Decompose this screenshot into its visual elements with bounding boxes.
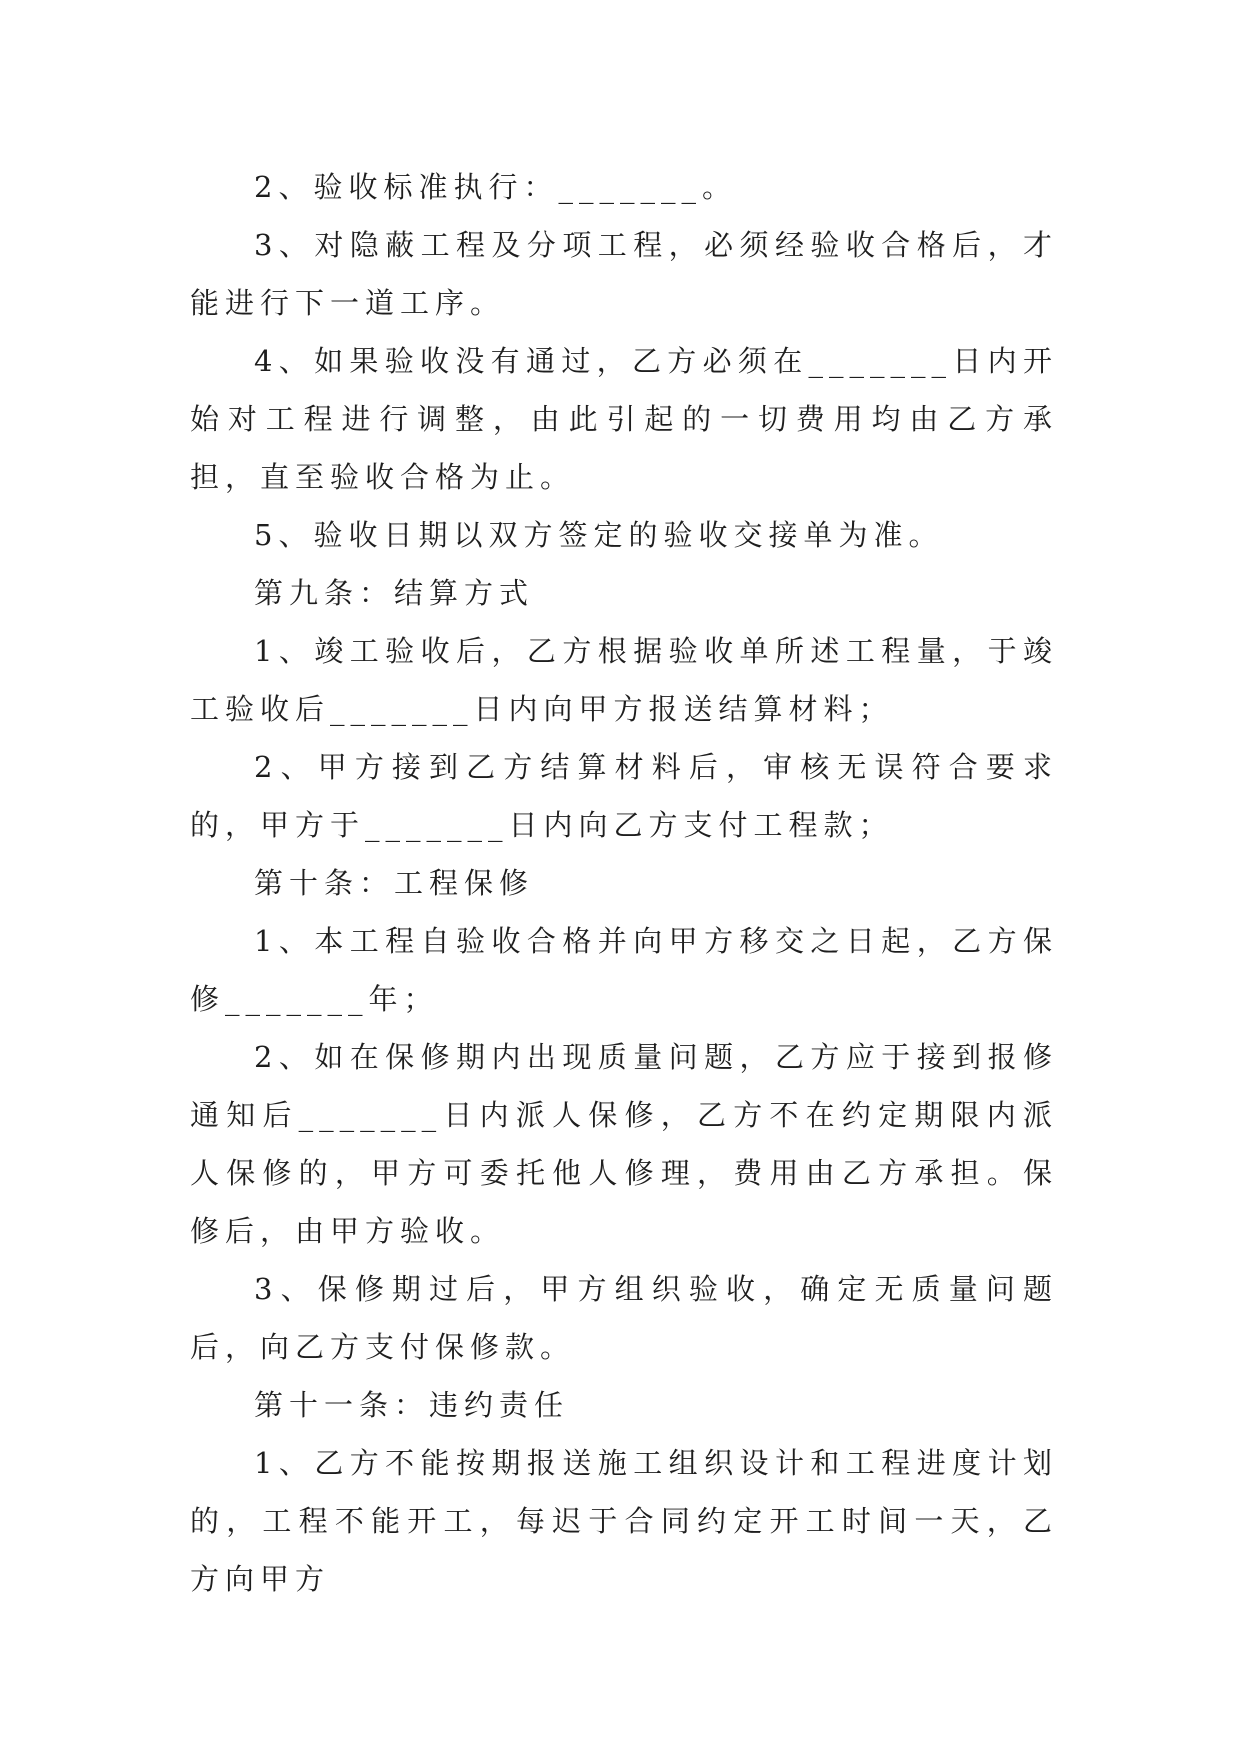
clause-settlement-payment: 2、甲方接到乙方结算材料后，审核无误符合要求的，甲方于_______日内向乙方支付工程款； <box>190 750 1058 842</box>
clause-acceptance-date: 5、验收日期以双方签定的验收交接单为准。 <box>254 518 944 552</box>
document-body <box>190 158 1058 1608</box>
clause-warranty-payment: 3、保修期过后，甲方组织验收，确定无质量问题后，向乙方支付保修款。 <box>190 1272 1058 1364</box>
clause-hidden-works: 3、对隐蔽工程及分项工程，必须经验收合格后，才能进行下一道工序。 <box>190 228 1058 320</box>
clause-acceptance-standard: 2、验收标准执行：_______。 <box>254 170 737 204</box>
clause-failed-acceptance: 4、如果验收没有通过，乙方必须在_______日内开始对工程进行调整，由此引起的一切费用均由乙方承担，直至验收合格为止。 <box>190 344 1058 494</box>
article-9-heading: 第九条：结算方式 <box>254 576 535 610</box>
clause-breach-schedule: 1、乙方不能按期报送施工组织设计和工程进度计划的，工程不能开工，每迟于合同约定开工时间一天，乙方向甲方 <box>190 1446 1058 1596</box>
clause-warranty-repair: 2、如在保修期内出现质量问题，乙方应于接到报修通知后_______日内派人保修，乙方不在约定期限内派人保修的，甲方可委托他人修理，费用由乙方承担。保修后，由甲方验收。 <box>190 1040 1058 1248</box>
clause-warranty-period: 1、本工程自验收合格并向甲方移交之日起，乙方保修_______年； <box>190 924 1058 1016</box>
article-11-heading: 第十一条：违约责任 <box>254 1388 570 1422</box>
article-10-heading: 第十条：工程保修 <box>254 866 535 900</box>
clause-settlement-submission: 1、竣工验收后，乙方根据验收单所述工程量，于竣工验收后_______日内向甲方报送结算材料； <box>190 634 1058 726</box>
